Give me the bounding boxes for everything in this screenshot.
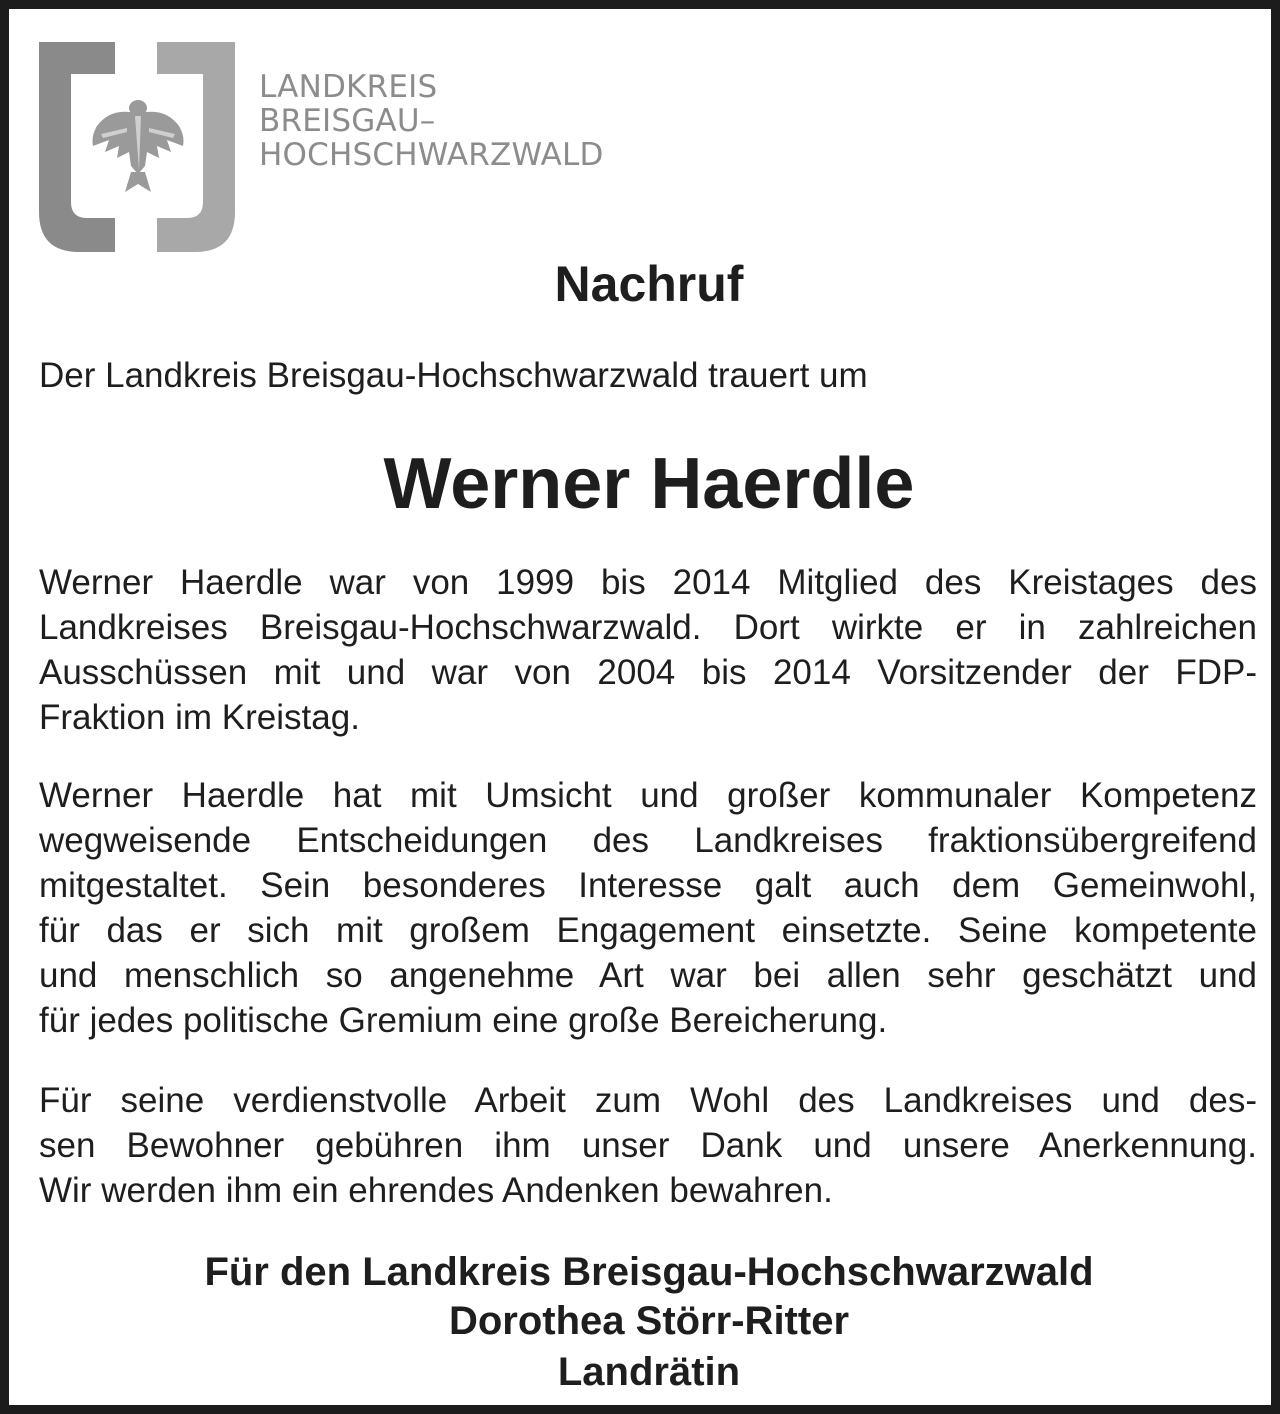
paragraph-line: Werner Haerdle hat mit Umsicht und großer kommunaler Kompetenz xyxy=(39,776,1257,815)
paragraph-line: Werner Haerdle war von 1999 bis 2014 Mitglied des Kreistages des xyxy=(39,563,1257,602)
signature-organization: Für den Landkreis Breisgau-Hochschwarzwald xyxy=(204,1250,1094,1294)
signature-title: Landrätin xyxy=(557,1350,741,1394)
deceased-name: Werner Haerdle xyxy=(383,444,915,524)
paragraph-line: Landkreises Breisgau-Hochschwarzwald. Dort wirkte er in zahlreichen xyxy=(39,608,1257,647)
paragraph-tribute xyxy=(39,773,1257,1043)
coat-of-arms-icon xyxy=(39,42,239,252)
paragraph-line: für jedes politische Gremium eine große Bereicherung. xyxy=(39,1001,888,1040)
paragraph-career xyxy=(39,560,1257,740)
paragraph-line: für das er sich mit großem Engagement einsetzte. Seine kompetente xyxy=(39,911,1257,950)
notice-heading: Nachruf xyxy=(554,256,744,312)
district-logo xyxy=(39,42,604,252)
logo-line-2: BREISGAU– xyxy=(259,103,436,139)
logo-wordmark xyxy=(259,70,604,172)
paragraph-line: Wir werden ihm ein ehrendes Andenken bewahren. xyxy=(39,1171,833,1210)
intro-line: Der Landkreis Breisgau-Hochschwarzwald trauert um xyxy=(39,356,868,395)
paragraph-line: Fraktion im Kreistag. xyxy=(39,698,360,737)
signature-name: Dorothea Störr-Ritter xyxy=(448,1299,850,1343)
paragraph-thanks xyxy=(39,1078,1257,1213)
paragraph-line: wegweisende Entscheidungen des Landkreises fraktionsübergreifend xyxy=(39,821,1257,860)
paragraph-line: und menschlich so angenehme Art war bei allen sehr geschätzt und xyxy=(39,956,1257,995)
logo-line-1: LANDKREIS xyxy=(259,69,438,105)
paragraph-line: Für seine verdienstvolle Arbeit zum Wohl des Landkreises und des- xyxy=(39,1081,1257,1120)
logo-line-3: HOCHSCHWARZWALD xyxy=(259,137,604,173)
paragraph-line: mitgestaltet. Sein besonderes Interesse galt auch dem Gemeinwohl, xyxy=(39,866,1257,905)
paragraph-line: Ausschüssen mit und war von 2004 bis 2014 Vorsitzender der FDP- xyxy=(39,653,1257,692)
paragraph-line: sen Bewohner gebühren ihm unser Dank und unsere Anerkennung. xyxy=(39,1126,1257,1165)
